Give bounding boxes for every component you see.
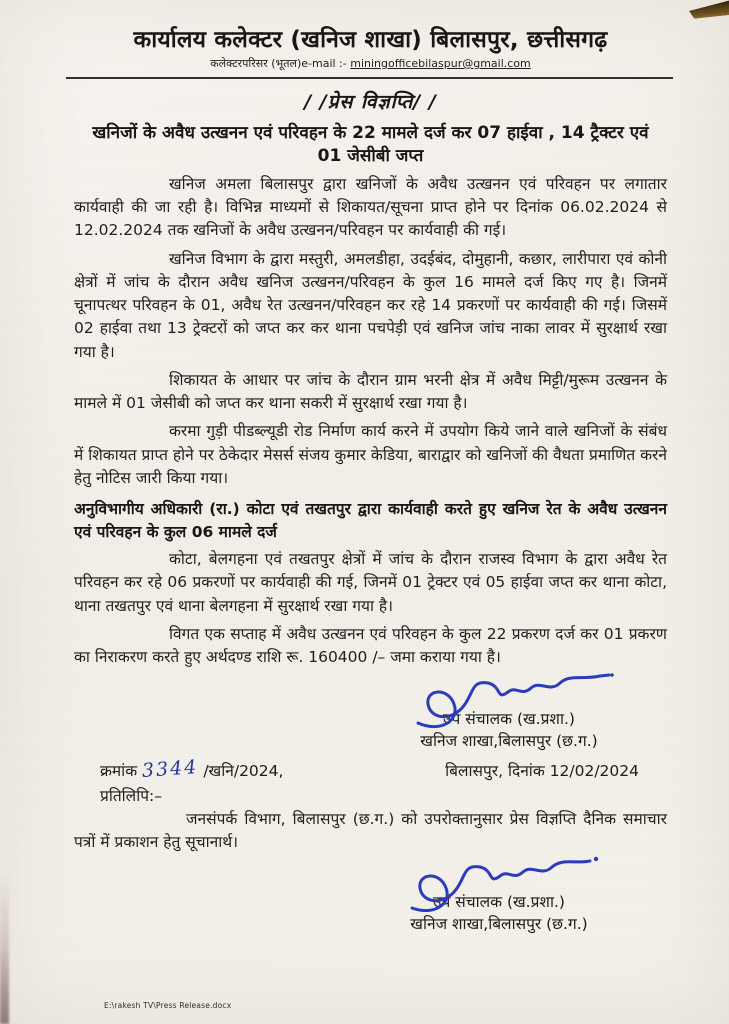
signatory-department: खनिज शाखा,बिलासपुर (छ.ग.) [420,732,598,750]
headline: खनिजों के अवैध उत्खनन एवं परिवहन के 22 मामले दर्ज कर 07 हाईवा , 14 ट्रैक्टर एवं 01 जेसीबी जप्त [92,123,649,166]
signature-ink-1 [402,671,616,729]
signature-ink-2 [392,854,606,912]
body-paragraph-5: कोटा, बेलगहना एवं तखतपुर क्षेत्रों में जांच के दौरान राजस्व विभाग के द्वारा अवैध रेत परिवहन कर रहे 06 प्रकरणों पर कार्यवाही की गई, जिनमें 01 ट्रेक्टर एवं 05 हाईवा जप्त कर थाना कोटा, थाना तखतपुर एवं थाना बेलगहना में सुरक्षार्थ रखा गया है। [74,550,667,615]
document-file-path: E:\rakesh TV\Press Release.docx [104,1001,232,1010]
body-paragraph-6: विगत एक सप्ताह में अवैध उत्खनन एवं परिवहन के कुल 22 प्रकरण दर्ज कर 01 प्रकरण का निराकरण करते हुए अर्थदण्ड राशि रू. 160400 /– जमा कराया गया है। [74,624,667,667]
copy-to-label: प्रतिलिपि:– [100,786,162,805]
signature-block-2 [359,854,639,935]
place-date-line: बिलासपुर, दिनांक 12/02/2024 [445,761,639,780]
serial-label: क्रमांक [100,761,138,780]
copy-to-paragraph: जनसंपर्क विभाग, बिलासपुर (छ.ग.) को उपरोक्तानुसार प्रेस विज्ञप्ति दैनिक समाचार पत्रों में प्रकाशन हेतु सूचानार्थ। [74,809,667,851]
tape-corner-artifact [688,0,729,19]
signatory-designation: उप संचालक (ख.प्रशा.) [433,893,565,912]
signatory-department: खनिज शाखा,बिलासपुर (छ.ग.) [410,914,588,933]
serial-suffix: /खनि/2024, [203,761,284,780]
body-paragraph-3: शिकायत के आधार पर जांच के दौरान ग्राम भरनी क्षेत्र में अवैध मिट्टी/मुरूम उत्खनन के मामले में 01 जेसीबी को जप्त कर थाना सकरी में सुरक्षार्थ रखा गया है। [74,370,667,413]
header-divider [66,77,673,79]
body-paragraph-1: खनिज अमला बिलासपुर द्वारा खनिजों के अवैध उत्खनन एवं परिवहन पर लगातार कार्यवाही की जा रही है। विभिन्न माध्यमों से शिकायत/सूचना प्राप्त होने पर दिनांक 06.02.2024 से 12.02.2024 तक खनिजों के अवैध उत्खनन/परिवहन पर कार्यवाही की गई। [74,174,667,240]
address-label: कलेक्टरपरिसर (भूतल)e-mail :- [210,57,351,70]
body-paragraph-4: करमा गुड़ी पीडब्ल्यूडी रोड निर्माण कार्य करने में उपयोग किये जाने वाले खनिजों के संबंध में शिकायत प्राप्त होने पर ठेकेदार मेसर्स संजय कुमार केडिया, बाराद्वार को खनिजों की वैधता प्रमाणित करने हेतु नोटिस जारी किया गया। [74,422,667,487]
signatory-designation: उप संचालक (ख.प्रशा.) [443,710,575,729]
email-address: miningofficebilaspur@gmail.com [350,57,531,70]
serial-date-row [74,755,667,782]
body-paragraph-2: खनिज विभाग के द्वारा मस्तुरी, अमलडीहा, उदईबंद, दोमुहानी, कछार, लारीपारा एवं कोनी क्षेत्रों में जांच के दौरान अवैध खनिज उत्खनन/परिवहन के कुल 16 मामले दर्ज किए गए है। जिनमें चूनापत्थर परिवहन के 01, अवैध रेत उत्खनन/परिवहन कर रहे 14 प्रकरणों पर कार्यवाही की गई। जिसमें 02 हाईवा तथा 13 ट्रेक्टरों को जप्त कर कर थाना पचपेड़ी एवं खनिज जांच नाका लावर में सुरक्षार्थ रखा गया है। [74,249,667,361]
serial-number-line [100,755,284,782]
handwritten-serial-number: 3344 [141,755,200,782]
letterhead [74,22,667,114]
office-title: कार्यालय कलेक्टर (खनिज शाखा) बिलासपुर, छत्तीसगढ़ [133,27,608,53]
section-subheading: अनुविभागीय अधिकारी (रा.) कोटा एवं तखतपुर द्वारा कार्यवाही करते हुए खनिज रेत के अवैध उत्खनन एवं परिवहन के कुल 06 मामले दर्ज [74,500,667,541]
address-line [74,56,667,71]
scan-edge-artifact [0,874,9,1024]
press-release-marker: / /प्रेस विज्ञप्ति/ / [304,91,437,113]
signature-block-1 [369,671,649,752]
